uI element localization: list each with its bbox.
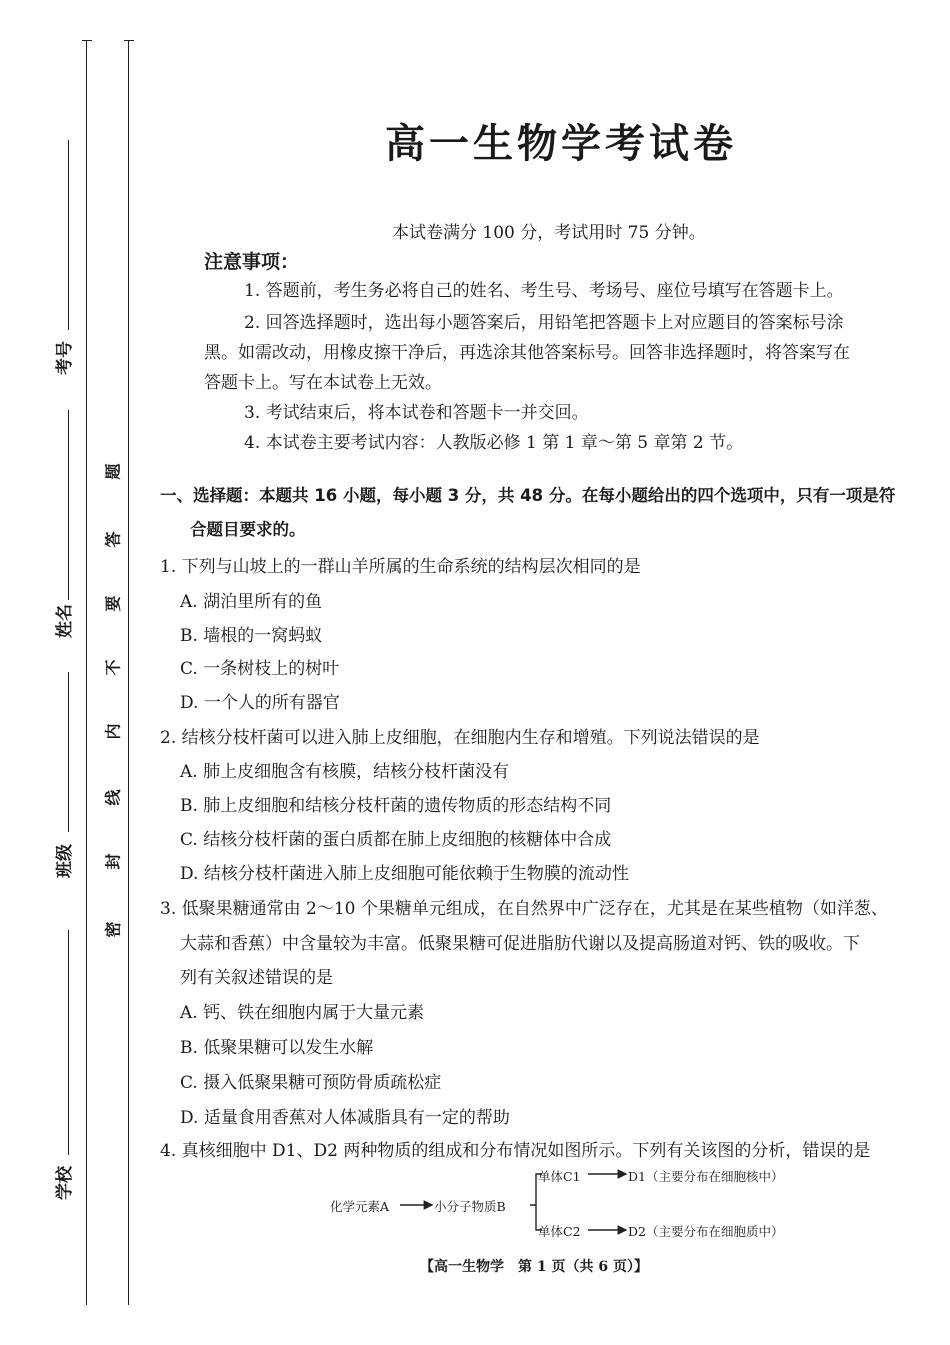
- question-stem: 大蒜和香蕉）中含量较为丰富。低聚果糖可促进脂肪代谢以及提高肠道对钙、铁的吸收。下: [180, 934, 860, 954]
- seal-char: 题: [103, 463, 123, 480]
- option-d: D. 适量食用香蕉对人体减脂具有一定的帮助: [180, 1108, 510, 1128]
- note-line: 4. 本试卷主要考试内容：人教版必修 1 第 1 章～第 5 章第 2 节。: [244, 433, 744, 453]
- option-a: A. 湖泊里所有的鱼: [180, 592, 323, 612]
- seal-char: 内: [103, 723, 123, 740]
- seal-char: 要: [103, 595, 123, 612]
- diagram-monomer-c1: 单体C1: [538, 1169, 581, 1184]
- seal-char: 答: [103, 531, 123, 548]
- margin-tick: [82, 40, 92, 41]
- option-c: C. 一条树枝上的树叶: [180, 659, 340, 679]
- class-blank[interactable]: [68, 672, 69, 832]
- seal-char: 封: [103, 853, 123, 870]
- question-stem: 1. 下列与山坡上的一群山羊所属的生命系统的结构层次相同的是: [160, 557, 641, 577]
- margin-line-inner: [128, 40, 129, 1305]
- option-d: D. 一个人的所有器官: [180, 693, 340, 713]
- option-a: A. 钙、铁在细胞内属于大量元素: [180, 1003, 425, 1023]
- diagram-molecule-b: 小分子物质B: [434, 1199, 506, 1214]
- option-c: C. 结核分枝杆菌的蛋白质都在肺上皮细胞的核糖体中合成: [180, 830, 612, 850]
- seal-char: 不: [103, 659, 123, 676]
- school-blank[interactable]: [68, 930, 69, 1155]
- question-stem: 4. 真核细胞中 D1、D2 两种物质的组成和分布情况如图所示。下列有关该图的分析，错误的是: [160, 1141, 871, 1161]
- option-c: C. 摄入低聚果糖可预防骨质疏松症: [180, 1073, 442, 1093]
- diagram-product-d2: D2（主要分布在细胞质中）: [628, 1224, 784, 1239]
- section-heading: 一、选择题：本题共 16 小题，每小题 3 分，共 48 分。在每小题给出的四个选项中，只有一项是符: [160, 486, 896, 505]
- school-label: 学校: [55, 1166, 75, 1200]
- diagram-element-a: 化学元素A: [330, 1199, 390, 1214]
- diagram-monomer-c2: 单体C2: [538, 1224, 581, 1239]
- name-blank[interactable]: [68, 410, 69, 600]
- class-label: 班级: [55, 844, 75, 878]
- page-title: 高一生物学考试卷: [385, 121, 737, 167]
- note-line: 2. 回答选择题时，选出每小题答案后，用铅笔把答题卡上对应题目的答案标号涂: [244, 313, 844, 333]
- question-stem: 列有关叙述错误的是: [180, 968, 333, 988]
- note-line: 1. 答题前，考生务必将自己的姓名、考生号、考场号、座位号填写在答题卡上。: [244, 281, 844, 301]
- branch-bracket: [530, 1174, 542, 1230]
- exam-info: 本试卷满分 100 分，考试用时 75 分钟。: [392, 223, 706, 243]
- question-stem: 3. 低聚果糖通常由 2～10 个果糖单元组成，在自然界中广泛存在，尤其是在某些植物（如洋葱、: [160, 899, 888, 919]
- diagram-product-d1: D1（主要分布在细胞核中）: [628, 1169, 784, 1184]
- name-label: 姓名: [55, 604, 75, 638]
- page-footer: 【高一生物学 第 1 页（共 6 页）】: [420, 1259, 648, 1275]
- seal-char: 密: [103, 921, 123, 938]
- option-b: B. 墙根的一窝蚂蚁: [180, 626, 323, 646]
- note-line: 答题卡上。写在本试卷上无效。: [204, 373, 442, 393]
- exam-no-blank[interactable]: [68, 140, 69, 330]
- notes-heading: 注意事项：: [204, 251, 300, 273]
- margin-line-outer: [86, 40, 87, 1305]
- option-b: B. 低聚果糖可以发生水解: [180, 1038, 374, 1058]
- section-heading: 合题目要求的。: [190, 520, 306, 539]
- seal-char: 线: [103, 789, 123, 806]
- option-a: A. 肺上皮细胞含有核膜，结核分枝杆菌没有: [180, 762, 510, 782]
- note-line: 3. 考试结束后，将本试卷和答题卡一并交回。: [244, 403, 589, 423]
- margin-tick: [124, 40, 134, 41]
- option-d: D. 结核分枝杆菌进入肺上皮细胞可能依赖于生物膜的流动性: [180, 864, 629, 884]
- note-line: 黑。如需改动，用橡皮擦干净后，再选涂其他答案标号。回答非选择题时，将答案写在: [204, 343, 850, 363]
- exam-no-label: 考号: [55, 341, 75, 375]
- process-diagram: [330, 1160, 640, 1240]
- option-b: B. 肺上皮细胞和结核分枝杆菌的遗传物质的形态结构不同: [180, 796, 612, 816]
- question-stem: 2. 结核分枝杆菌可以进入肺上皮细胞，在细胞内生存和增殖。下列说法错误的是: [160, 728, 760, 748]
